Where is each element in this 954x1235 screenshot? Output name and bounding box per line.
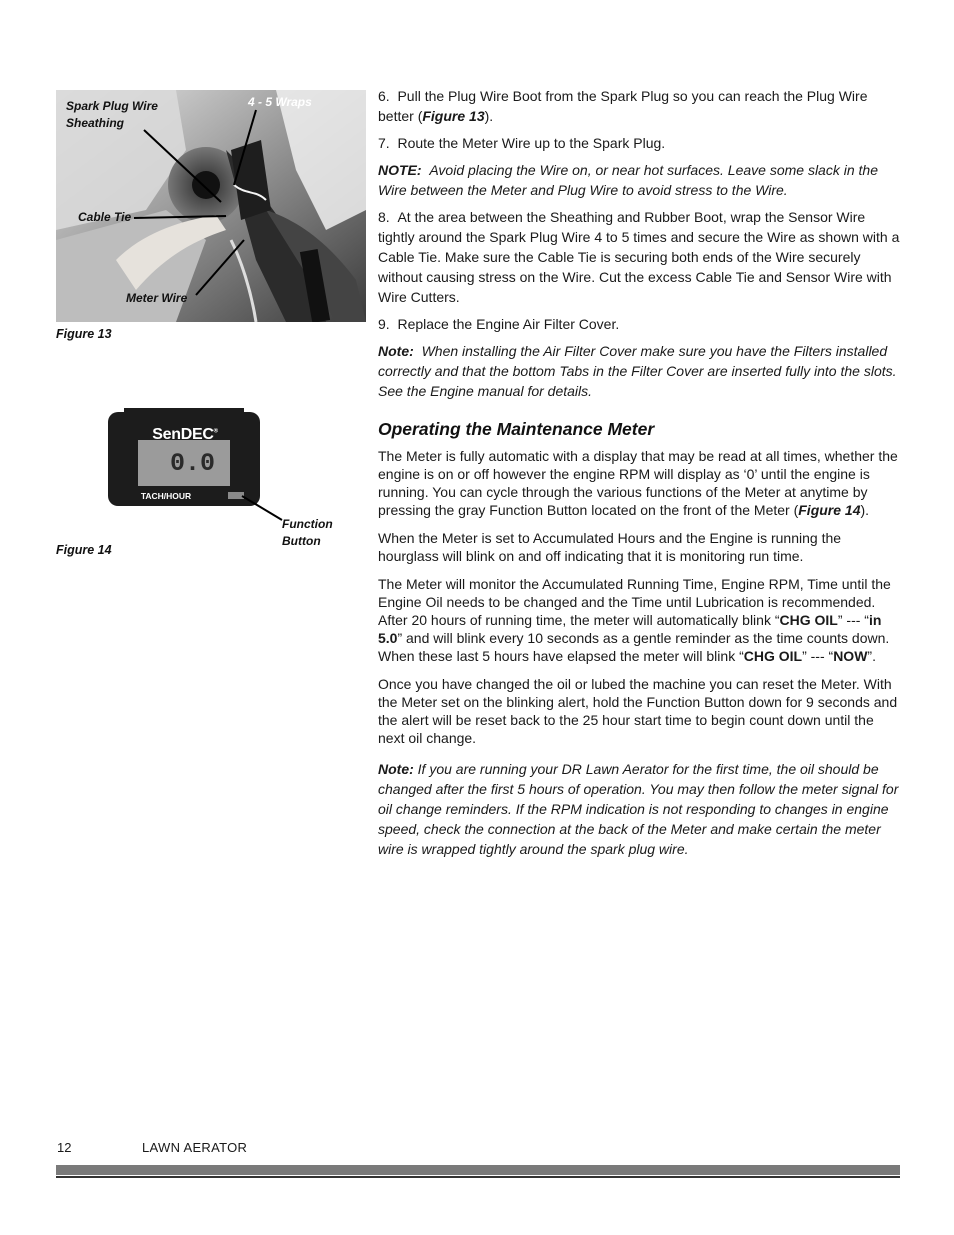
label-cable-tie: Cable Tie bbox=[78, 210, 132, 224]
note-3: Note: If you are running your DR Lawn Aerator for the first time, the oil should be changed after the first 5 hours of operation. You may then follow the meter signal for oil change reminders. If the RPM indication is not responding to changes in engine speed, check the connection at the back of the Meter and make certain the meter wire is wrapped tightly around the spark plug wire. bbox=[378, 761, 899, 857]
figure-14-caption: Figure 14 bbox=[56, 543, 112, 557]
footer-rule bbox=[56, 1165, 900, 1175]
section-heading: Operating the Maintenance Meter bbox=[378, 419, 655, 439]
step-7: 7. Route the Meter Wire up to the Spark Plug. bbox=[378, 135, 666, 151]
step-8: 8. At the area between the Sheathing and Rubber Boot, wrap the Sensor Wire tightly around the Spark Plug Wire 4 to 5 times and secure the Wire as shown with a Cable Tie. Make sure the Cable Tie is securing both ends of the Wire securely without causing stress on the Wire. Cut the excess Cable Tie and Sensor Wire with Wire Cutters. bbox=[378, 209, 900, 305]
note-1: NOTE: Avoid placing the Wire on, or near hot surfaces. Leave some slack in the Wire between the Meter and Plug Wire to avoid stress to the Wire. bbox=[378, 162, 878, 198]
figure-13-photo bbox=[56, 90, 366, 322]
note-2: Note: When installing the Air Filter Cover make sure you have the Filters installed correctly and that the bottom Tabs in the Filter Cover are inserted fully into the slots. See the Engine manual for details. bbox=[378, 343, 897, 399]
step-6: 6. Pull the Plug Wire Boot from the Spark Plug so you can reach the Plug Wire better (Figure 13). bbox=[378, 88, 868, 124]
function-button-leader bbox=[236, 492, 286, 524]
footer-title: LAWN AERATOR bbox=[142, 1140, 248, 1155]
page-number: 12 bbox=[57, 1140, 72, 1155]
paragraph-4: Once you have changed the oil or lubed the machine you can reset the Meter. With the Meter set on the blinking alert, hold the Function Button down for 9 seconds and the alert will be reset back to the 25 hour start time to begin count down until the next oil change. bbox=[378, 676, 898, 746]
label-function: Function bbox=[282, 517, 333, 531]
instructions-column bbox=[378, 86, 900, 866]
figure-13-caption: Figure 13 bbox=[56, 327, 112, 341]
label-sheathing: Sheathing bbox=[66, 116, 125, 130]
label-wraps: 4 - 5 Wraps bbox=[248, 95, 312, 109]
paragraph-3: The Meter will monitor the Accumulated Running Time, Engine RPM, Time until the Engine Oil needs to be changed and the Time until Lubrication is recommended. After 20 hours of running time, the meter will automatically blink “CHG OIL” --- “in 5.0” and will blink every 10 seconds as a gentle reminder as the time counts down. When these last 5 hours have elapsed the meter will blink “CHG OIL” --- “NOW”. bbox=[378, 576, 891, 664]
meter-brand: SenDEC® bbox=[152, 426, 218, 443]
label-button: Button bbox=[282, 534, 321, 548]
paragraph-2: When the Meter is set to Accumulated Hours and the Engine is running the hourglass will blink on and off indicating that it is monitoring run time. bbox=[378, 530, 842, 564]
label-spark-plug-wire: Spark Plug Wire bbox=[66, 99, 158, 113]
label-meter-wire: Meter Wire bbox=[126, 291, 188, 305]
paragraph-1: The Meter is fully automatic with a display that may be read at all times, whether the engine is on or off however the engine RPM will display as ‘0’ until the engine is running. You can cycle through the various functions of the Meter at anytime by pressing the gray Function Button located on the front of the Meter (Figure 14). bbox=[378, 448, 898, 518]
step-9: 9. Replace the Engine Air Filter Cover. bbox=[378, 316, 620, 332]
footer-rule-thin bbox=[56, 1176, 900, 1178]
meter-tach-label: TACH/HOUR bbox=[140, 491, 192, 501]
meter-display-digits: 0.0 bbox=[170, 449, 216, 478]
